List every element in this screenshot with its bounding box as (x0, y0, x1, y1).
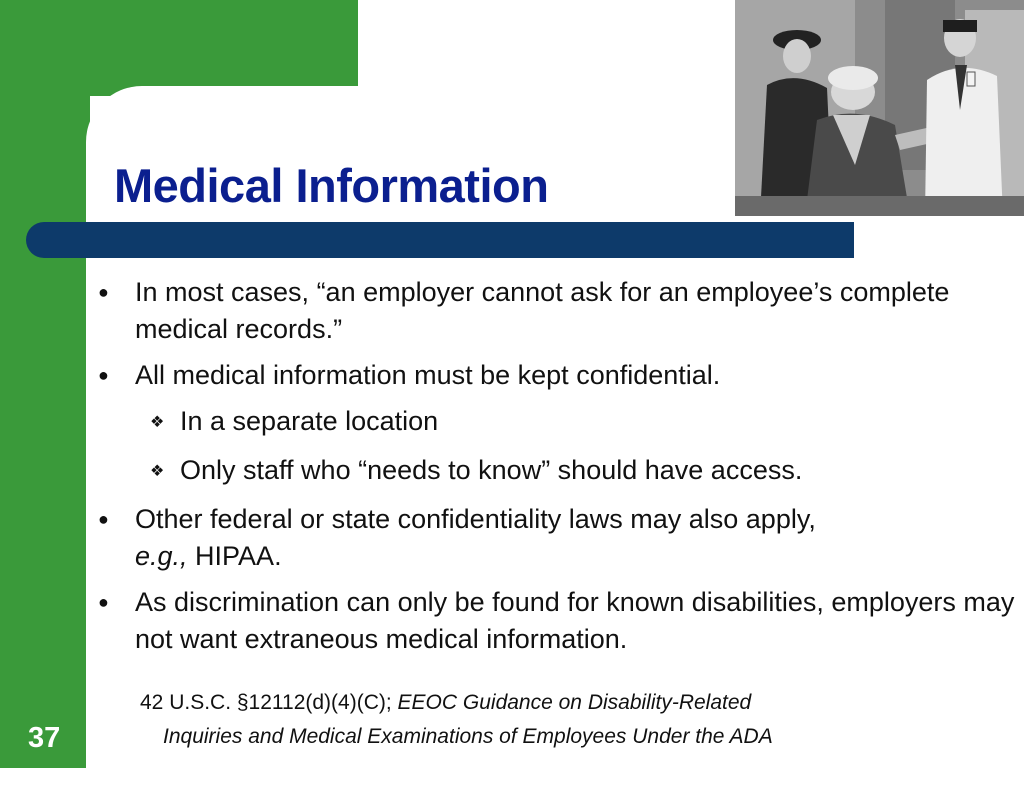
photo-illustration (735, 0, 1024, 216)
bullet-text: As discrimination can only be found for known disabilities, employers may not want extraneous medical information. (135, 587, 1015, 654)
diamond-bullet-icon: ❖ (150, 414, 165, 431)
bullet-text: In most cases, “an employer cannot ask for an employee’s complete medical records.” (135, 277, 950, 344)
bullet-item-4 (98, 584, 1018, 658)
slide-title: Medical Information (114, 159, 549, 212)
citation-statute: 42 U.S.C. §12112(d)(4)(C); (140, 691, 398, 714)
citation (140, 686, 1010, 754)
bullet-dot-icon: ● (98, 592, 109, 612)
bullet-item-3 (98, 501, 1018, 575)
bullet-text: Other federal or state confidentiality laws may also apply, (135, 504, 816, 534)
sub-bullet-item-2 (98, 452, 1018, 489)
bullet-item-2 (98, 357, 1018, 394)
sub-bullet-text: Only staff who “needs to know” should have access. (180, 455, 803, 485)
sub-bullet-item-1 (98, 403, 1018, 440)
sub-bullet-text: In a separate location (180, 406, 439, 436)
bullet-dot-icon: ● (98, 509, 109, 529)
bullet-item-1 (98, 274, 1018, 348)
bullet-text-tail: HIPAA. (187, 541, 282, 571)
bullet-text: All medical information must be kept confidential. (135, 360, 721, 390)
page-number: 37 (28, 722, 61, 754)
film-still-photo (735, 0, 1024, 216)
diamond-bullet-icon: ❖ (150, 463, 165, 480)
title-underline-bar (26, 222, 854, 258)
citation-guidance-line2: Inquiries and Medical Examinations of Employees Under the ADA (163, 725, 773, 748)
bullet-list (98, 274, 1018, 667)
bullet-dot-icon: ● (98, 365, 109, 385)
green-side-band (0, 0, 90, 768)
bullet-dot-icon: ● (98, 282, 109, 302)
citation-guidance-line1: EEOC Guidance on Disability-Related (397, 691, 752, 714)
bullet-italic-text: e.g., (135, 541, 188, 571)
